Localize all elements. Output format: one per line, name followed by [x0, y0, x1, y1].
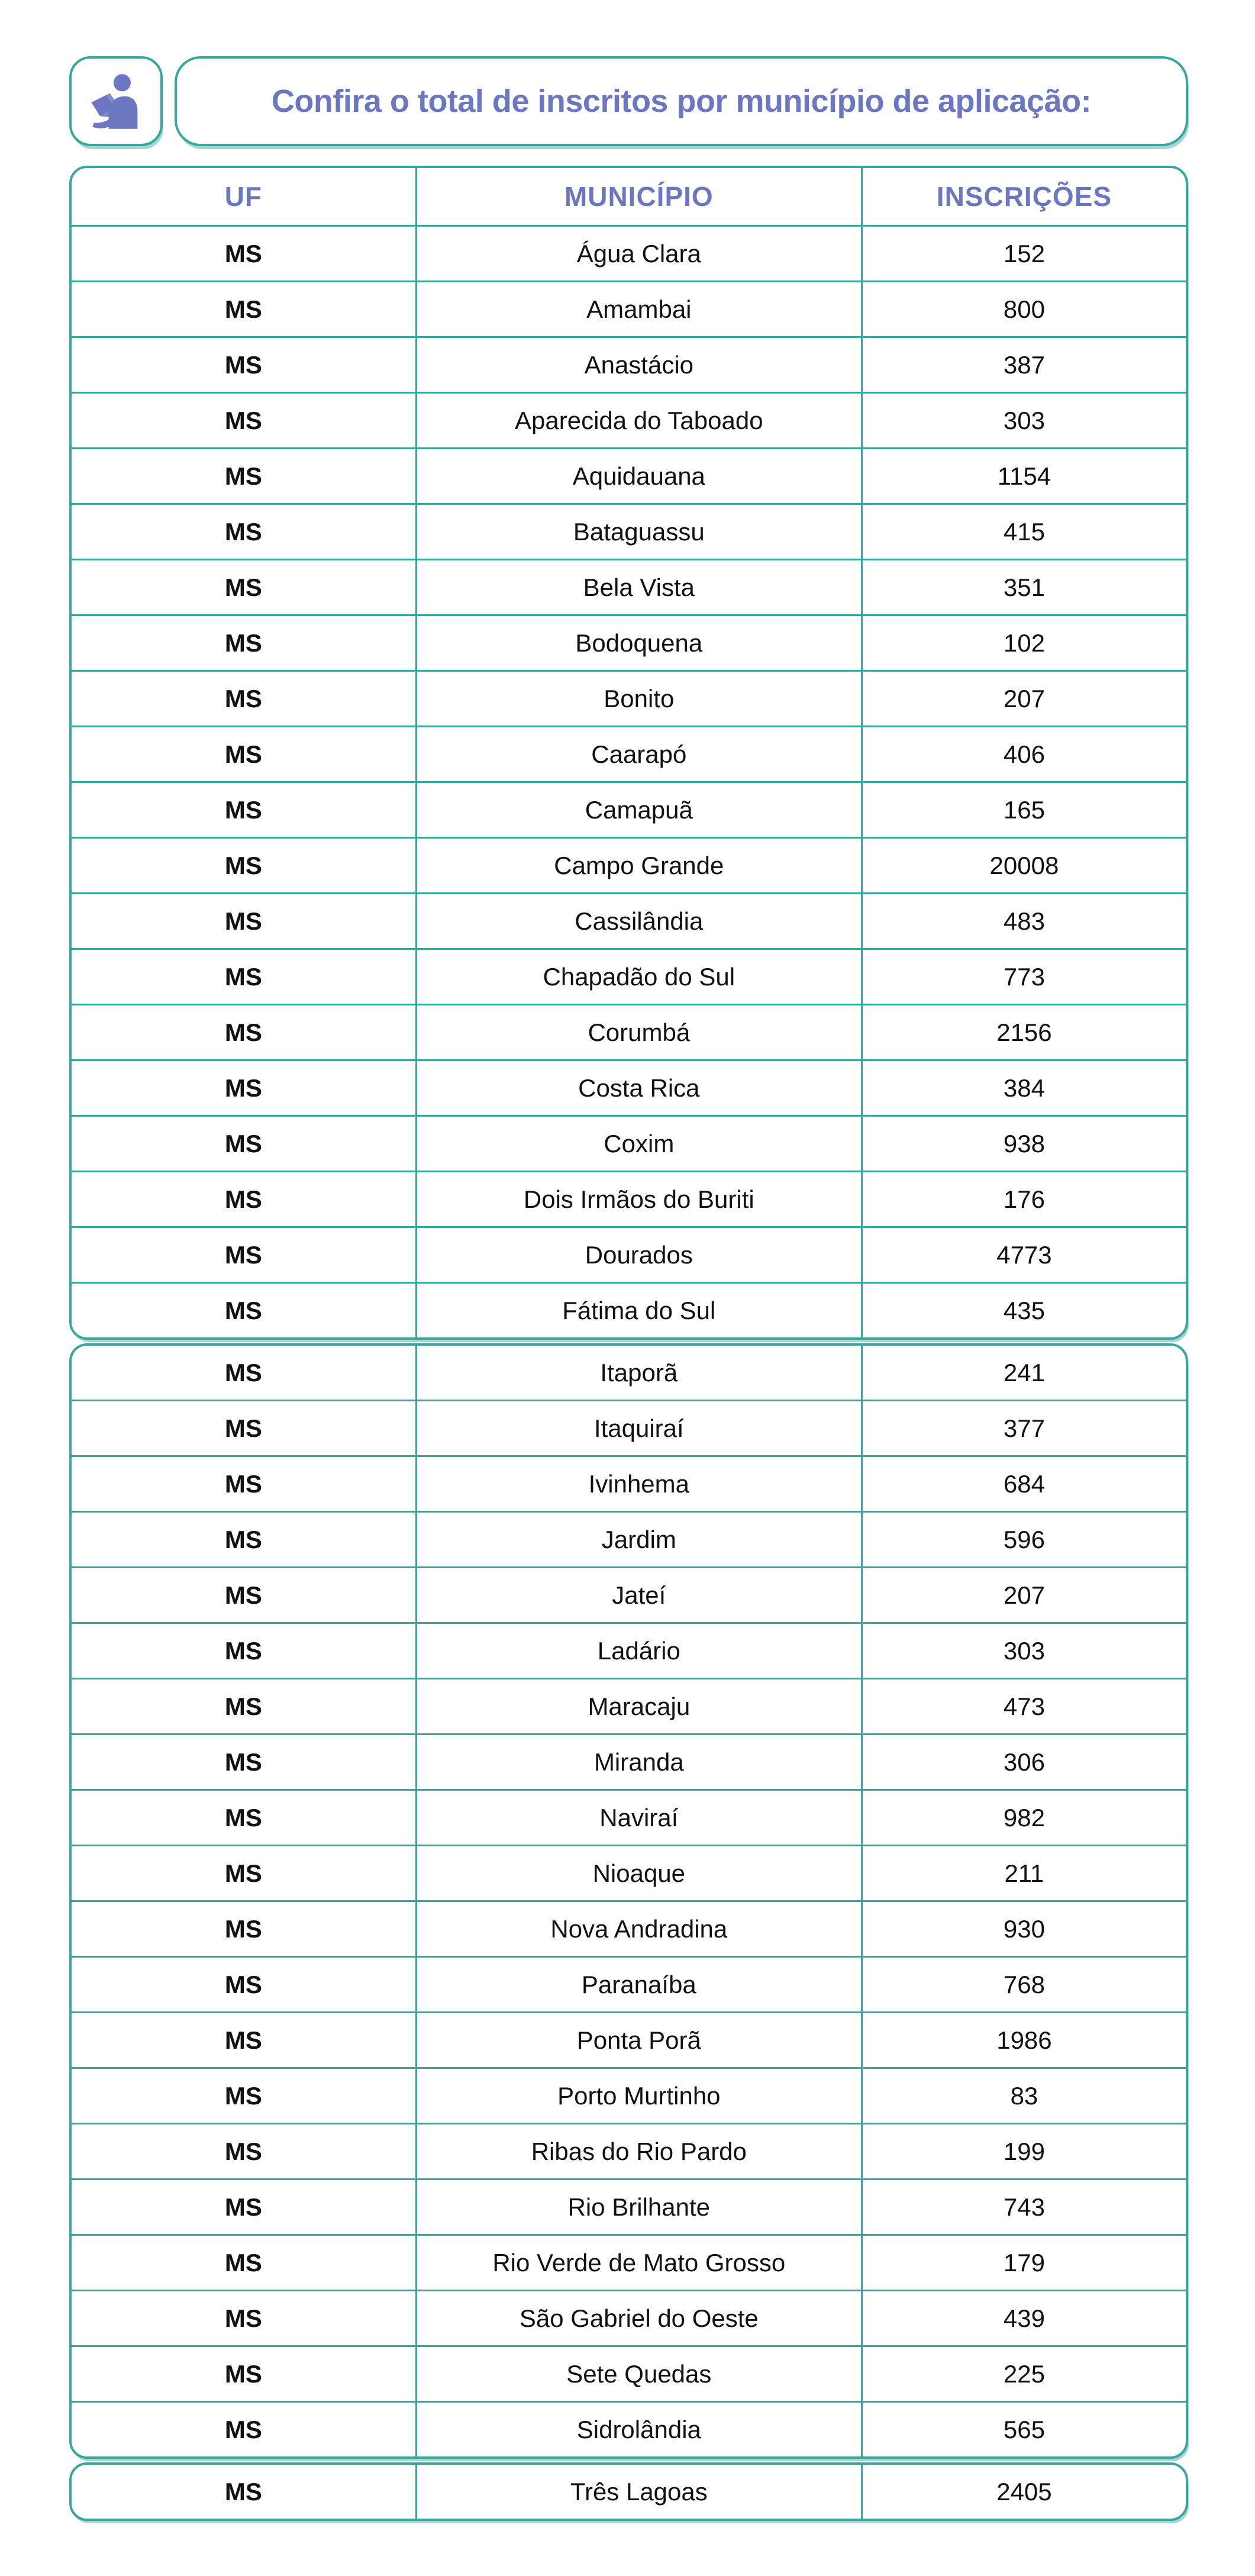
cell-inscricoes: 2156	[996, 1018, 1052, 1046]
cell-municipio: Paranaíba	[417, 1958, 863, 2011]
column-header-municipio: MUNICÍPIO	[417, 168, 863, 225]
cell-uf: MS	[72, 1902, 417, 1956]
cell-uf: MS	[72, 338, 417, 392]
cell-inscricoes: 596	[1003, 1525, 1045, 1553]
cell-inscricoes: 1986	[996, 2026, 1052, 2054]
cell-uf: MS	[72, 2347, 417, 2401]
table-row	[72, 1400, 1186, 1455]
cell-municipio: São Gabriel do Oeste	[417, 2291, 863, 2345]
cell-uf: MS	[72, 1401, 417, 1455]
cell-inscricoes: 306	[1003, 1748, 1045, 1776]
cell-municipio: Caarapó	[417, 727, 863, 781]
page-title: Confira o total de inscritos por município de aplicação:	[271, 83, 1092, 119]
cell-municipio: Bela Vista	[417, 560, 863, 614]
table-row	[72, 614, 1186, 670]
cell-municipio: Corumbá	[417, 1005, 863, 1059]
cell-uf: MS	[72, 1005, 417, 1059]
cell-inscricoes: 684	[1003, 1469, 1045, 1498]
cell-uf: MS	[72, 894, 417, 948]
table-row	[72, 281, 1186, 336]
cell-uf: MS	[72, 1117, 417, 1171]
cell-municipio: Camapuã	[417, 783, 863, 837]
cell-uf: MS	[72, 394, 417, 447]
cell-uf: MS	[72, 1513, 417, 1566]
cell-municipio: Jardim	[417, 1513, 863, 1566]
cell-inscricoes: 384	[1003, 1073, 1045, 1102]
cell-municipio: Chapadão do Sul	[417, 950, 863, 1004]
cell-inscricoes: 800	[1003, 295, 1045, 323]
cell-municipio: Dourados	[417, 1228, 863, 1282]
cell-uf: MS	[72, 2403, 417, 2456]
cell-uf: MS	[72, 1457, 417, 1511]
table-row	[72, 2178, 1186, 2234]
cell-municipio: Aquidauana	[417, 449, 863, 503]
table-row	[72, 670, 1186, 726]
cell-inscricoes: 773	[1003, 962, 1045, 991]
table-row	[72, 2465, 1186, 2519]
cell-uf: MS	[72, 1846, 417, 1900]
table-row	[72, 503, 1186, 559]
table-row	[72, 1455, 1186, 1511]
table-row	[72, 392, 1186, 447]
cell-municipio: Cassilândia	[417, 894, 863, 948]
table-row	[72, 2290, 1186, 2345]
table-row	[72, 1059, 1186, 1115]
cell-inscricoes: 743	[1003, 2193, 1045, 2221]
cell-inscricoes: 938	[1003, 1129, 1045, 1158]
cell-inscricoes: 165	[1003, 795, 1045, 824]
cell-inscricoes: 565	[1003, 2415, 1045, 2443]
table-segment	[69, 166, 1188, 1340]
cell-municipio: Bodoquena	[417, 616, 863, 670]
table-segment	[69, 2462, 1188, 2521]
table-row	[72, 2401, 1186, 2456]
cell-uf: MS	[72, 616, 417, 670]
cell-inscricoes: 179	[1003, 2248, 1045, 2277]
cell-municipio: Itaquiraí	[417, 1401, 863, 1455]
cell-municipio: Aparecida do Taboado	[417, 394, 863, 447]
cell-inscricoes: 102	[1003, 628, 1045, 657]
cell-inscricoes: 930	[1003, 1914, 1045, 1943]
cell-inscricoes: 483	[1003, 907, 1045, 935]
table-row	[72, 1115, 1186, 1171]
table-row	[72, 1282, 1186, 1337]
column-header-inscricoes: INSCRIÇÕES	[936, 181, 1112, 212]
cell-inscricoes: 2405	[996, 2477, 1052, 2506]
cell-uf: MS	[72, 1568, 417, 1622]
cell-uf: MS	[72, 2291, 417, 2345]
cell-municipio: Jateí	[417, 1568, 863, 1622]
cell-municipio: Naviraí	[417, 1791, 863, 1845]
cell-uf: MS	[72, 449, 417, 503]
cell-inscricoes: 199	[1003, 2137, 1045, 2165]
cell-uf: MS	[72, 2069, 417, 2123]
cell-municipio: Bataguassu	[417, 505, 863, 559]
reader-icon-badge	[69, 56, 163, 146]
cell-uf: MS	[72, 2465, 417, 2519]
cell-inscricoes: 303	[1003, 1636, 1045, 1665]
table-header-row	[72, 168, 1186, 225]
cell-inscricoes: 435	[1003, 1296, 1045, 1324]
cell-uf: MS	[72, 1735, 417, 1789]
cell-uf: MS	[72, 2180, 417, 2234]
cell-uf: MS	[72, 672, 417, 726]
cell-municipio: Ribas do Rio Pardo	[417, 2124, 863, 2178]
table-row	[72, 2067, 1186, 2123]
cell-inscricoes: 241	[1003, 1358, 1045, 1387]
cell-municipio: Três Lagoas	[417, 2465, 863, 2519]
cell-uf: MS	[72, 1061, 417, 1115]
cell-municipio: Anastácio	[417, 338, 863, 392]
cell-municipio: Rio Brilhante	[417, 2180, 863, 2234]
cell-municipio: Porto Murtinho	[417, 2069, 863, 2123]
cell-uf: MS	[72, 1346, 417, 1400]
cell-municipio: Fátima do Sul	[417, 1284, 863, 1337]
table-row	[72, 336, 1186, 392]
cell-uf: MS	[72, 1172, 417, 1226]
cell-municipio: Campo Grande	[417, 839, 863, 892]
cell-uf: MS	[72, 1228, 417, 1282]
cell-municipio: Rio Verde de Mato Grosso	[417, 2236, 863, 2290]
cell-inscricoes: 152	[1003, 239, 1045, 267]
table-row	[72, 1956, 1186, 2011]
table-row	[72, 1845, 1186, 1900]
table-row	[72, 726, 1186, 781]
table-row	[72, 225, 1186, 281]
table	[69, 166, 1188, 2525]
cell-municipio: Nioaque	[417, 1846, 863, 1900]
table-row	[72, 1171, 1186, 1226]
cell-uf: MS	[72, 2013, 417, 2067]
cell-uf: MS	[72, 1791, 417, 1845]
cell-inscricoes: 415	[1003, 517, 1045, 546]
cell-municipio: Amambai	[417, 282, 863, 336]
cell-inscricoes: 1154	[997, 462, 1051, 490]
table-row	[72, 1004, 1186, 1059]
cell-inscricoes: 83	[1010, 2081, 1038, 2110]
cell-inscricoes: 176	[1003, 1185, 1045, 1213]
cell-uf: MS	[72, 783, 417, 837]
table-row	[72, 2345, 1186, 2401]
cell-inscricoes: 20008	[989, 851, 1059, 879]
cell-inscricoes: 351	[1003, 573, 1045, 601]
table-row	[72, 1733, 1186, 1789]
table-row	[72, 1346, 1186, 1400]
table-row	[72, 447, 1186, 503]
table-row	[72, 1678, 1186, 1733]
cell-inscricoes: 207	[1003, 1581, 1045, 1609]
column-header-uf: UF	[72, 168, 417, 225]
cell-uf: MS	[72, 1284, 417, 1337]
table-row	[72, 837, 1186, 892]
table-row	[72, 2011, 1186, 2067]
table-row	[72, 1789, 1186, 1845]
cell-municipio: Ladário	[417, 1624, 863, 1678]
cell-uf: MS	[72, 950, 417, 1004]
cell-municipio: Itaporã	[417, 1346, 863, 1400]
table-row	[72, 948, 1186, 1004]
table-row	[72, 1900, 1186, 1956]
table-row	[72, 2123, 1186, 2178]
cell-uf: MS	[72, 505, 417, 559]
cell-municipio: Ivinhema	[417, 1457, 863, 1511]
table-segment	[69, 1343, 1188, 2459]
cell-inscricoes: 439	[1003, 2304, 1045, 2332]
cell-uf: MS	[72, 1624, 417, 1678]
cell-municipio: Bonito	[417, 672, 863, 726]
cell-uf: MS	[72, 1958, 417, 2011]
cell-municipio: Maracaju	[417, 1679, 863, 1733]
cell-inscricoes: 406	[1003, 740, 1045, 768]
table-row	[72, 2234, 1186, 2290]
cell-inscricoes: 768	[1003, 1970, 1045, 1998]
cell-inscricoes: 982	[1003, 1803, 1045, 1832]
cell-uf: MS	[72, 227, 417, 281]
cell-inscricoes: 225	[1003, 2359, 1045, 2388]
table-row	[72, 1511, 1186, 1566]
cell-uf: MS	[72, 282, 417, 336]
table-row	[72, 559, 1186, 614]
cell-uf: MS	[72, 2236, 417, 2290]
cell-uf: MS	[72, 839, 417, 892]
cell-inscricoes: 387	[1003, 350, 1045, 379]
table-row	[72, 781, 1186, 837]
cell-inscricoes: 211	[1004, 1859, 1044, 1887]
cell-municipio: Sete Quedas	[417, 2347, 863, 2401]
person-reading-icon	[85, 70, 147, 132]
cell-inscricoes: 377	[1003, 1414, 1045, 1442]
table-row	[72, 1566, 1186, 1622]
cell-municipio: Coxim	[417, 1117, 863, 1171]
cell-municipio: Água Clara	[417, 227, 863, 281]
cell-uf: MS	[72, 727, 417, 781]
cell-uf: MS	[72, 1679, 417, 1733]
cell-inscricoes: 4773	[996, 1240, 1052, 1269]
cell-municipio: Sidrolândia	[417, 2403, 863, 2456]
cell-inscricoes: 473	[1003, 1692, 1045, 1720]
cell-inscricoes: 303	[1003, 406, 1045, 434]
cell-municipio: Costa Rica	[417, 1061, 863, 1115]
cell-municipio: Ponta Porã	[417, 2013, 863, 2067]
cell-inscricoes: 207	[1003, 684, 1045, 712]
cell-municipio: Miranda	[417, 1735, 863, 1789]
cell-municipio: Dois Irmãos do Buriti	[417, 1172, 863, 1226]
cell-municipio: Nova Andradina	[417, 1902, 863, 1956]
cell-uf: MS	[72, 2124, 417, 2178]
table-row	[72, 1622, 1186, 1678]
table-row	[72, 1226, 1186, 1282]
title-banner	[175, 56, 1188, 146]
table-row	[72, 892, 1186, 948]
cell-uf: MS	[72, 560, 417, 614]
